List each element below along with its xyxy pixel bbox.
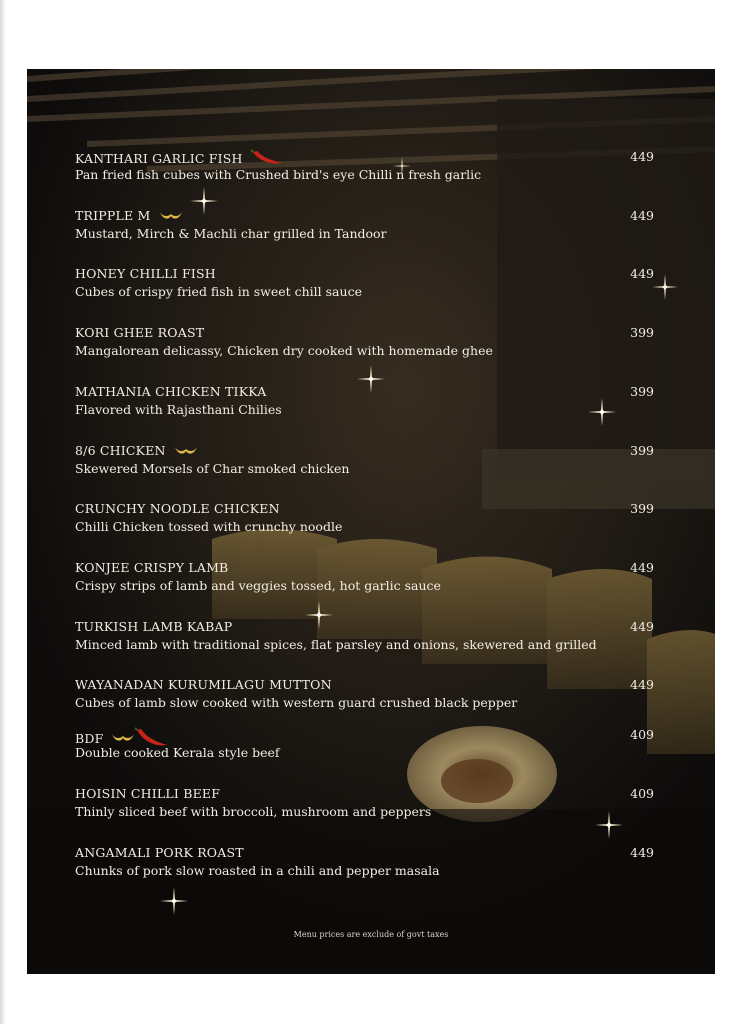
item-name [75,501,280,516]
sparkle-decoration [190,187,218,215]
item-name-text: HONEY CHILLI FISH [75,266,216,281]
tax-note: Menu prices are exclude of govt taxes [293,930,449,939]
item-price: 449 [630,619,654,634]
item-price: 449 [630,845,654,860]
item-price: 449 [630,149,654,164]
item-name-text: TURKISH LAMB KABAP [75,619,233,634]
item-description: Double cooked Kerala style beef [75,745,280,760]
item-name [75,325,204,340]
item-name [75,786,220,801]
item-name-text: 8/6 CHICKEN [75,443,166,458]
item-price: 449 [630,560,654,575]
item-price: 449 [630,266,654,281]
sparkle-decoration [160,887,188,915]
item-description: Pan fried fish cubes with Crushed bird's eye Chilli n fresh garlic [75,167,482,182]
sparkle-decoration [652,274,678,300]
item-description: Chunks of pork slow roasted in a chili and pepper masala [75,863,440,878]
item-price: 399 [630,501,654,516]
item-price: 399 [630,443,654,458]
item-name-text: CRUNCHY NOODLE CHICKEN [75,501,280,516]
item-price: 399 [630,384,654,399]
page-edge [0,0,6,1024]
item-name [75,149,285,167]
chilli-icon [251,149,285,167]
item-name-text: KORI GHEE ROAST [75,325,205,340]
item-description: Crispy strips of lamb and veggies tossed, hot garlic sauce [75,578,441,593]
item-name [75,384,267,399]
item-description: Thinly sliced beef with broccoli, mushroom and peppers [75,804,432,819]
sparkle-decoration [357,365,385,393]
sparkle-decoration [588,398,616,426]
item-name-text: BDF [75,730,104,746]
item-name-text: KONJEE CRISPY LAMB [75,560,229,575]
item-description: Flavored with Rajasthani Chilies [75,402,282,417]
item-description: Cubes of lamb slow cooked with western guard crushed black pepper [75,695,518,710]
item-name [75,560,228,575]
item-name [75,208,183,223]
item-price: 409 [630,727,654,742]
mustache-icon [111,732,135,744]
item-description: Mustard, Mirch & Machli char grilled in Tandoor [75,226,387,241]
item-price: 409 [630,786,654,801]
item-name-text: TRIPPLE M [75,208,151,223]
item-description: Minced lamb with traditional spices, flat parsley and onions, skewered and grilled [75,637,597,652]
item-description: Chilli Chicken tossed with crunchy noodle [75,519,343,534]
item-name [75,619,232,634]
item-price: 449 [630,677,654,692]
item-name-text: ANGAMALI PORK ROAST [75,845,244,860]
item-name [75,845,244,860]
item-name-text: HOISIN CHILLI BEEF [75,786,221,801]
sparkle-decoration [595,811,623,839]
item-description: Mangalorean delicassy, Chicken dry cooked with homemade ghee [75,343,493,358]
item-price: 399 [630,325,654,340]
item-name-text: WAYANADAN KURUMILAGU MUTTON [75,677,332,692]
item-description: Skewered Morsels of Char smoked chicken [75,461,350,476]
item-name [75,266,216,281]
item-name [75,677,332,692]
item-name-text: MATHANIA CHICKEN TIKKA [75,384,267,399]
item-name-text: KANTHARI GARLIC FISH [75,150,243,166]
item-description: Cubes of crispy fried fish in sweet chill sauce [75,284,362,299]
mustache-icon [174,445,198,457]
item-price: 449 [630,208,654,223]
menu-panel [27,69,715,974]
item-name [75,443,198,458]
sparkle-decoration [305,601,333,629]
mustache-icon [159,210,183,222]
